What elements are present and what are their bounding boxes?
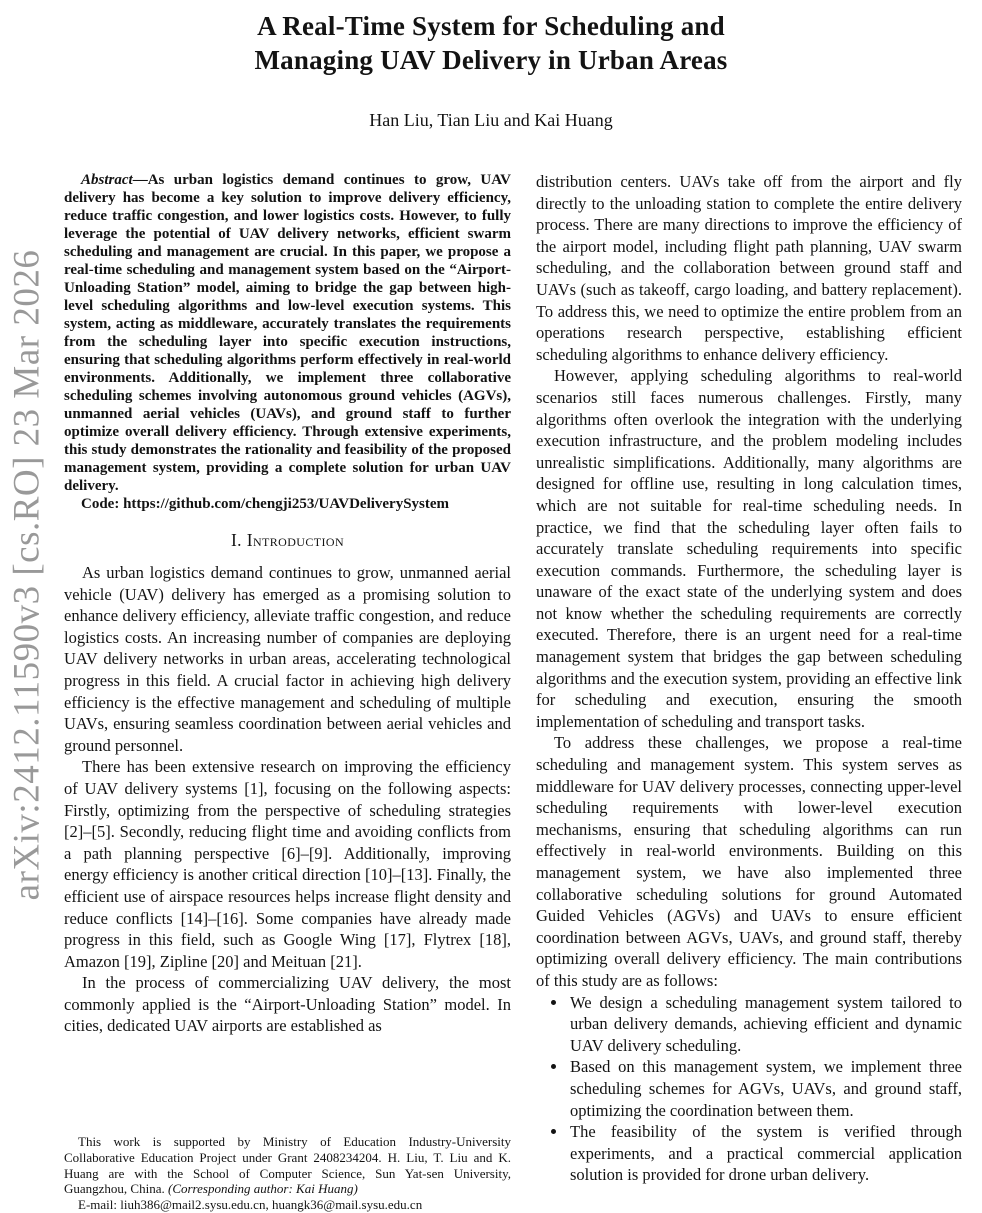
contribution-list [544,992,962,1186]
intro-paragraph: As urban logistics demand continues to grow, unmanned aerial vehicle (UAV) delivery has emerged as a promising solution to enhance delivery efficiency, alleviate traffic congestion, and reduce logistics costs. An increasing number of companies are deploying UAV delivery networks in urban areas, accelerating technological progress in this field. A crucial factor in achieving high delivery efficiency is the effective management and scheduling of multiple UAVs, ensuring seamless coordination between aerial vehicles and ground personnel. [64,563,511,755]
abstract-label: Abstract [81,172,133,188]
code-label: Code: [81,496,120,512]
paper-title-line1: A Real-Time System for Scheduling and [257,11,725,41]
paper-title [0,0,982,77]
footnote-text: This work is supported by Ministry of Education Industry-University Collaborative Education Project under Grant 2408234204. H. Liu, T. Liu and K. Huang are with the School of Computer Science, Sun Yat-sen University, Guangzhou, China. [64,1134,511,1197]
contribution-item: • The feasibility of the system is verified through experiments, and a practical commercial application solution is provided for drone urban delivery. [568,1121,962,1186]
left-column [64,171,511,1213]
intro-paragraph: In the process of commercializing UAV delivery, the most commonly applied is the “Airport-Unloading Station” model. In cities, dedicated UAV airports are established as [64,973,511,1036]
abstract [64,171,511,495]
paper-header [0,0,982,131]
intro-paragraph: However, applying scheduling algorithms to real-world scenarios still faces numerous challenges. Firstly, many algorithms often overlook the integration with the underlying execution infrastructure, and the problem modeling includes unrealistic simplifications. Additionally, many algorithms are designed for offline use, resulting in long calculation times, which are not suitable for real-time scheduling needs. In practice, we find that the scheduling layer often fails to accurately translate scheduling requirements into specific execution commands. Furthermore, the scheduling layer is unaware of the exact state of the underlying system and does not know whether the scheduling requirements are correctly executed. Therefore, there is an urgent need for a real-time management system that bridges the gap between scheduling algorithms and the execution system, providing an effective link for scheduling and execution, ensuring the smooth implementation of scheduling and transport tasks. [536,366,962,731]
arxiv-watermark: arXiv:2412.11590v3 [cs.RO] 23 Mar 2026 [6,249,48,901]
intro-paragraph: distribution centers. UAVs take off from the airport and fly directly to the unloading station to complete the entire delivery process. There are many directions to improve the efficiency of the airport model, including flight path planning, UAV swarm scheduling, and the collaboration between ground staff and UAVs (such as takeoff, cargo loading, and battery replacement). To address this, we need to optimize the entire problem from an operations research perspective, establishing efficient scheduling algorithms to enhance delivery efficiency. [536,172,962,364]
corresponding-author-note: (Corresponding author: Kai Huang) [167,1181,358,1197]
footnote-support-text [64,1134,511,1197]
contribution-item: • We design a scheduling management system tailored to urban delivery demands, achieving efficient and dynamic UAV delivery scheduling. [568,992,962,1057]
intro-paragraph: There has been extensive research on improving the efficiency of UAV delivery systems [1], focusing on the following aspects: Firstly, optimizing from the perspective of scheduling strategies [2]–[5]. Secondly, reducing flight time and avoiding conflicts from a path planning perspective [6]–[9]. Additionally, improving energy efficiency is another critical direction [10]–[13]. Finally, the efficient use of airspace resources helps increase flight density and reduce conflicts [14]–[16]. Some companies have already made progress in this field, such as Google Wing [17], Flytrex [18], Amazon [19], Zipline [20] and Meituan [21]. [64,757,511,971]
intro-paragraph: To address these challenges, we propose a real-time scheduling and management system. This system serves as middleware for UAV delivery processes, connecting upper-level scheduling requirements with lower-level execution mechanisms, ensuring that scheduling algorithms can run effectively in real-world environments. Building on this management system, we have also implemented three collaborative scheduling solutions for ground Automated Guided Vehicles (AGVs) and UAVs to ensure efficient coordination between AGVs, UAVs, and ground staff, thereby optimizing overall delivery efficiency. The main contributions of this study are as follows: [536,733,962,990]
section-heading-introduction: I. Introduction [230,530,345,550]
code-line [64,495,511,513]
paper-authors: Han Liu, Tian Liu and Kai Huang [369,110,613,130]
right-column [536,171,962,1213]
paper-title-line2: Managing UAV Delivery in Urban Areas [254,45,728,75]
footnote-email-line: E-mail: liuh386@mail2.sysu.edu.cn, huangk36@mail.sysu.edu.cn [78,1197,423,1213]
contribution-item: • Based on this management system, we implement three scheduling schemes for AGVs, UAVs, and ground staff, optimizing the coordination between them. [568,1056,962,1121]
two-column-body [64,171,962,1213]
abstract-text: —As urban logistics demand continues to grow, UAV delivery has become a key solution to improve delivery efficiency, reduce traffic congestion, and lower logistics costs. However, to fully leverage the potential of UAV delivery networks, efficient swarm scheduling and management are crucial. In this paper, we propose a real-time scheduling and management system based on the “Airport-Unloading Station” model, aiming to bridge the gap between high-level scheduling algorithms and low-level execution systems. This system, acting as middleware, accurately translates the requirements from the scheduling layer into specific execution instructions, ensuring that scheduling algorithms perform effectively in real-world environments. Additionally, we implement three collaborative scheduling schemes involving autonomous ground vehicles (AGVs), unmanned aerial vehicles (UAVs), and ground staff to further optimize overall delivery efficiency. Through extensive experiments, this study demonstrates the rationality and feasibility of the proposed management system, providing a complete solution for urban UAV delivery. [64,172,511,494]
github-link[interactable]: https://github.com/chengji253/UAVDeliverySystem [123,496,450,512]
footnote [64,1134,511,1213]
